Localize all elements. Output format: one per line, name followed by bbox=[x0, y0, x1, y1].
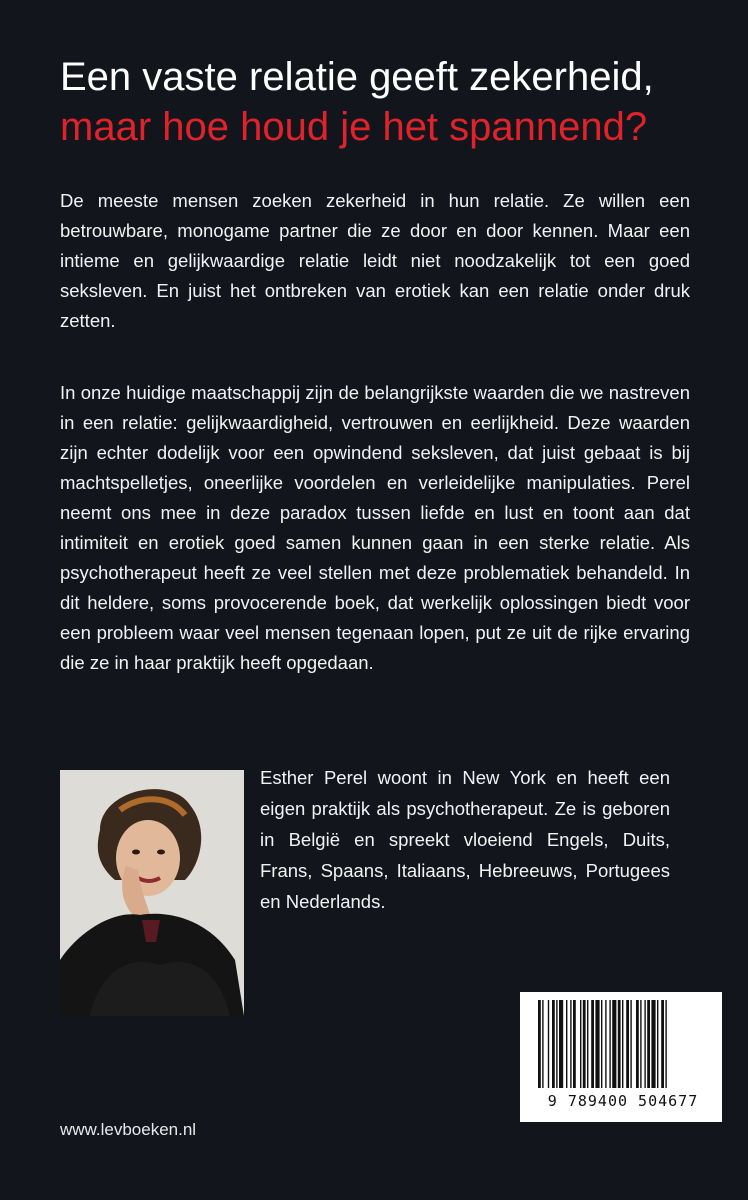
barcode-bar bbox=[583, 1000, 586, 1088]
publisher-website: www.levboeken.nl bbox=[60, 1120, 197, 1139]
barcode-bar bbox=[618, 1000, 621, 1088]
barcode-bar bbox=[538, 1000, 541, 1088]
barcode-bars bbox=[520, 992, 722, 1092]
author-bio: Esther Perel woont in New York en heeft een eigen praktijk als psychotherapeut. Ze is geboren in België en spreekt vloeiend Engels, Duits, Frans, Spaans, Italiaans, Hebreeuws, Portugees en Nederlands. bbox=[260, 767, 670, 912]
barcode-bar bbox=[566, 1000, 567, 1088]
barcode-bar bbox=[609, 1000, 610, 1088]
barcode-bar bbox=[651, 1000, 655, 1088]
barcode-bar bbox=[570, 1000, 571, 1088]
barcode-bar bbox=[542, 1000, 543, 1088]
headline-line-1: Een vaste relatie geeft zekerheid, bbox=[60, 55, 654, 99]
barcode-bar bbox=[612, 1000, 616, 1088]
headline bbox=[60, 52, 720, 152]
barcode-bar bbox=[595, 1000, 599, 1088]
barcode-bar bbox=[552, 1000, 555, 1088]
barcode-bar bbox=[661, 1000, 664, 1088]
barcode-bar bbox=[591, 1000, 594, 1088]
barcode-bar bbox=[559, 1000, 563, 1088]
barcode-bar bbox=[644, 1000, 645, 1088]
barcode-bar bbox=[601, 1000, 602, 1088]
barcode-bar bbox=[556, 1000, 557, 1088]
headline-line-2: maar hoe houd je het spannend? bbox=[60, 105, 648, 149]
barcode-bar bbox=[622, 1000, 623, 1088]
paragraph-description: In onze huidige maatschappij zijn de belangrijkste waarden die we nastreven in een relatie: gelijkwaardigheid, vertrouwen en eerlijkheid. Deze waarden zijn echter dodelijk voor een opwindend seksleven, dat juist gebaat is bij machtspelletjes, oneerlijke voordelen en verleidelijke manipulaties. Perel neemt ons mee in deze paradox tussen liefde en lust en toont aan dat intimiteit en erotiek goed samen kunnen gaan in een sterke relatie. Als psychotherapeut heeft ze veel stellen met deze problematiek behandeld. In dit heldere, soms provocerende boek, dat werkelijk oplossingen biedt voor een probleem waar veel mensen tegenaan lopen, put ze uit de rijke ervaring die ze in haar praktijk heeft opgedaan. bbox=[60, 382, 690, 673]
barcode bbox=[520, 992, 722, 1122]
barcode-bar bbox=[630, 1000, 631, 1088]
barcode-bar bbox=[587, 1000, 588, 1088]
barcode-bar bbox=[665, 1000, 666, 1088]
paragraph-intro: De meeste mensen zoeken zekerheid in hun relatie. Ze willen een betrouwbare, monogame partner die ze door en door kennen. Maar een intieme en gelijkwaardige relatie leidt niet noodzakelijk tot een goed seksleven. En juist het ontbreken van erotiek kan een relatie onder druk zetten. bbox=[60, 190, 690, 331]
isbn-number: 9 789400 504677 bbox=[547, 1092, 699, 1110]
barcode-bar bbox=[640, 1000, 641, 1088]
barcode-bar bbox=[626, 1000, 629, 1088]
author-photo bbox=[60, 770, 244, 1016]
barcode-bar bbox=[647, 1000, 650, 1088]
barcode-bar bbox=[657, 1000, 658, 1088]
barcode-bar bbox=[548, 1000, 549, 1088]
barcode-bar bbox=[636, 1000, 639, 1088]
barcode-bar bbox=[580, 1000, 581, 1088]
barcode-bar bbox=[573, 1000, 576, 1088]
barcode-bar bbox=[605, 1000, 606, 1088]
